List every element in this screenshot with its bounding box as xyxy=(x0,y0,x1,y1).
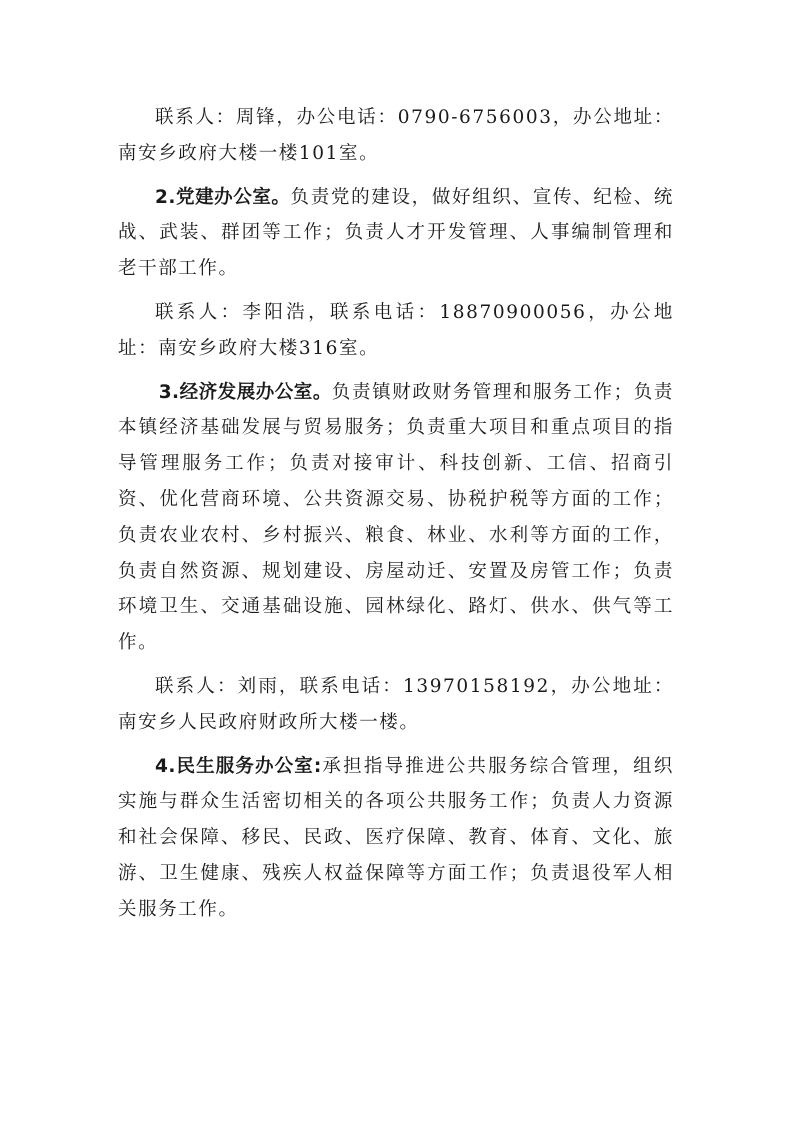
contact-economic-development-text: 联系人：刘雨，联系电话：13970158192，办公地址：南安乡人民政府财政所大楼一楼。 xyxy=(118,675,674,733)
section-party-building-heading: 2.党建办公室。 xyxy=(155,186,291,208)
document-body xyxy=(118,100,674,936)
contact-office-1 xyxy=(118,100,674,172)
section-party-building xyxy=(118,180,674,287)
contact-party-building xyxy=(118,295,674,367)
section-economic-development-body: 负责镇财政财务管理和服务工作；负责本镇经济基础发展与贸易服务；负责重大项目和重点项目的指导管理服务工作；负责对接审计、科技创新、工信、招商引资、优化营商环境、公共资源交易、协税护税等方面的工作；负责农业农村、乡村振兴、粮食、林业、水利等方面的工作，负责自然资源、规划建设、房屋动迁、安置及房管工作；负责环境卫生、交通基础设施、园林绿化、路灯、供水、供气等工作。 xyxy=(118,381,674,654)
contact-economic-development xyxy=(118,669,674,741)
section-livelihood-services xyxy=(118,749,674,928)
section-party-building-body: 负责党的建设，做好组织、宣传、纪检、统战、武装、群团等工作；负责人才开发管理、人事编制管理和老干部工作。 xyxy=(118,186,674,280)
section-livelihood-services-heading: 4.民生服务办公室: xyxy=(155,755,322,777)
section-livelihood-services-body: 承担指导推进公共服务综合管理，组织实施与群众生活密切相关的各项公共服务工作；负责人力资源和社会保障、移民、民政、医疗保障、教育、体育、文化、旅游、卫生健康、残疾人权益保障等方面工作；负责退役军人相关服务工作。 xyxy=(118,755,674,920)
contact-party-building-text: 联系人：李阳浩，联系电话：18870900056，办公地址：南安乡政府大楼316室。 xyxy=(118,301,674,359)
section-economic-development xyxy=(118,375,674,661)
contact-office-1-text: 联系人：周锋，办公电话：0790-6756003，办公地址：南安乡政府大楼一楼101室。 xyxy=(118,107,674,164)
section-economic-development-heading: 3.经济发展办公室。 xyxy=(158,381,332,403)
